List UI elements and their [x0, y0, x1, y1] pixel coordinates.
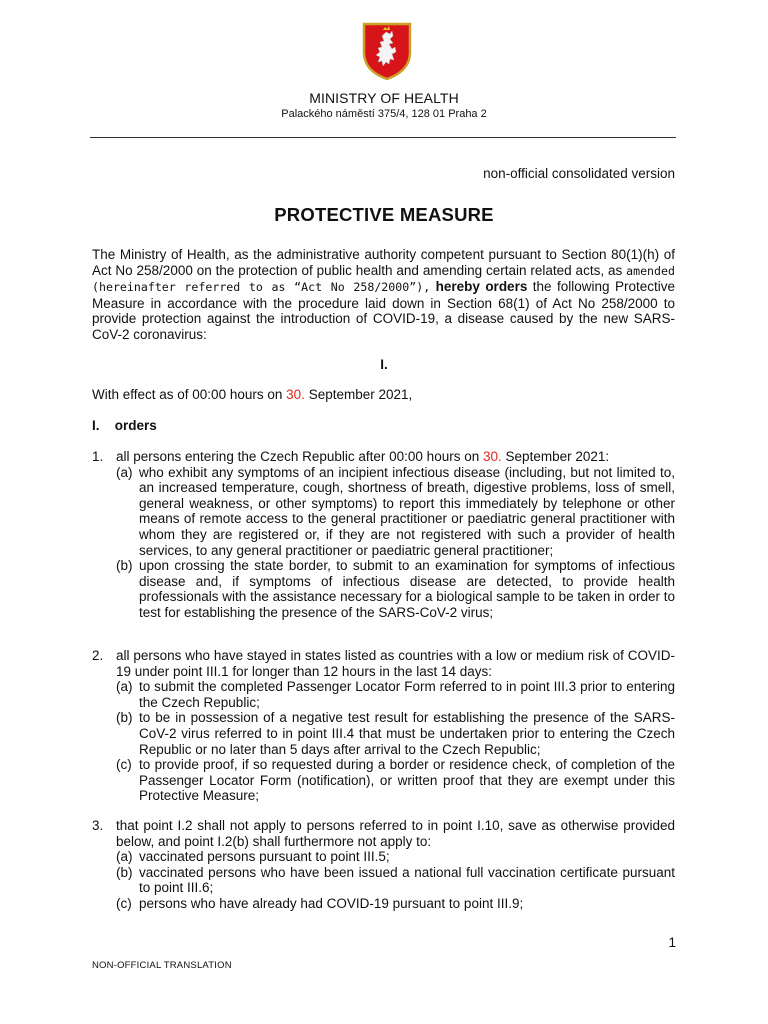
- document-title: PROTECTIVE MEASURE: [274, 204, 494, 225]
- ministry-name: MINISTRY OF HEALTH: [309, 90, 459, 106]
- sub-item-text: persons who have already had COVID-19 pursuant to point III.9;: [139, 895, 524, 911]
- effect-prefix: With effect as of 00:00 hours on: [92, 387, 283, 402]
- item-text: that point I.2 shall not apply to persons referred to in point I.10, save as otherwise provided below, and point I.2(b) shall furthermore not apply to:: [116, 818, 675, 849]
- item-text-prefix: all persons entering the Czech Republic after 00:00 hours on: [116, 449, 480, 464]
- sub-item: [116, 679, 675, 710]
- sub-item: [116, 757, 675, 804]
- czech-coat-of-arms-icon: [362, 22, 412, 80]
- item-text-suffix: September 2021:: [505, 449, 610, 464]
- effect-day: 30.: [286, 387, 305, 402]
- sub-item: [116, 558, 675, 620]
- item-number: 3.: [92, 818, 104, 833]
- intro-text-2: amended (hereinafter referred to as “Act No 258/2000”),: [92, 263, 675, 295]
- sub-item-letter: (a): [116, 679, 133, 695]
- page-number: 1: [668, 935, 676, 950]
- header-divider: [90, 137, 676, 138]
- sub-item-letter: (c): [116, 895, 132, 911]
- sub-item: [116, 710, 675, 757]
- sub-item-text: to be in possession of a negative test result for establishing the presence of the SARS-CoV-2 virus referred to in point III.4 that must be undertaken prior to entering the Czech Republic or no later than 5 days after arrival to the Czech Republic;: [139, 710, 675, 757]
- intro-text-4: the following Protective Measure in accordance with the procedure laid down in Section 68(1) of Act No 258/2000 to provide protection against the introduction of COVID-19, a disease caused by the new SARS-CoV-2 coronavirus:: [92, 279, 675, 342]
- sub-item-text: to submit the completed Passenger Locator Form referred to in point III.3 prior to entering the Czech Republic;: [139, 679, 675, 710]
- list-item: [92, 449, 675, 621]
- list-item: [92, 648, 675, 804]
- sub-item: [116, 849, 675, 865]
- ministry-address: Palackého náměstí 375/4, 128 01 Praha 2: [281, 108, 487, 120]
- section-heading: I.: [380, 357, 388, 372]
- sub-item-letter: (c): [116, 757, 132, 773]
- sub-item-letter: (a): [116, 849, 133, 865]
- sub-item: [116, 896, 675, 912]
- intro-hereby-orders: hereby orders: [435, 279, 528, 295]
- item-number: 2.: [92, 648, 104, 663]
- sub-item-letter: (a): [116, 464, 133, 480]
- sub-item-letter: (b): [116, 710, 133, 726]
- sub-item-text: vaccinated persons who have been issued a national full vaccination certificate pursuant to point III.6;: [139, 864, 675, 896]
- effective-date-line: [92, 387, 412, 402]
- sub-item-letter: (b): [116, 558, 133, 574]
- footer-note: NON-OFFICIAL TRANSLATION: [92, 960, 232, 971]
- sub-item-text: who exhibit any symptoms of an incipient infectious disease (including, but not limited to, an increased temperature, cough, shortness of breath, digestive problems, loss of smell, general weakness, or other symptoms) to report this immediately by telephone or other means of remote access to the general practitioner or paediatric general practitioner with whom they are registered or, if they are not registered with such a provider of health services, to any general practitioner or paediatric general practitioner;: [139, 464, 675, 558]
- orders-heading: [92, 418, 157, 433]
- orders-label: orders: [114, 418, 157, 433]
- intro-paragraph: [92, 247, 675, 343]
- item-number: 1.: [92, 449, 104, 464]
- item-day: 30.: [483, 449, 502, 464]
- effect-suffix: September 2021,: [308, 387, 413, 402]
- sub-item-text: vaccinated persons pursuant to point III.5;: [139, 849, 390, 865]
- orders-number: I.: [92, 418, 100, 433]
- item-text: [116, 449, 675, 465]
- sub-item-text: upon crossing the state border, to submit to an examination for symptoms of infectious disease and, if symptoms of infectious disease are detected, to provide health professionals with the assistance necessary for a biological sample to be taken in order to test for establishing the presence of the SARS-CoV-2 virus;: [139, 558, 675, 620]
- sub-item: [116, 465, 675, 559]
- item-text: all persons who have stayed in states listed as countries with a low or medium risk of COVID-19 under point III.1 for longer than 12 hours in the last 14 days:: [116, 648, 675, 679]
- sub-item-letter: (b): [116, 864, 133, 880]
- list-item: [92, 818, 675, 912]
- sub-item: [116, 865, 675, 896]
- intro-text-1: The Ministry of Health, as the administrative authority competent pursuant to Section 80(1)(h) of Act No 258/2000 on the protection of public health and amending certain related acts, as: [92, 247, 675, 278]
- version-note: non-official consolidated version: [483, 166, 675, 181]
- sub-item-text: to provide proof, if so requested during a border or residence check, of completion of the Passenger Locator Form (notification), or written proof that they are exempt under this Protective Measure;: [139, 757, 675, 804]
